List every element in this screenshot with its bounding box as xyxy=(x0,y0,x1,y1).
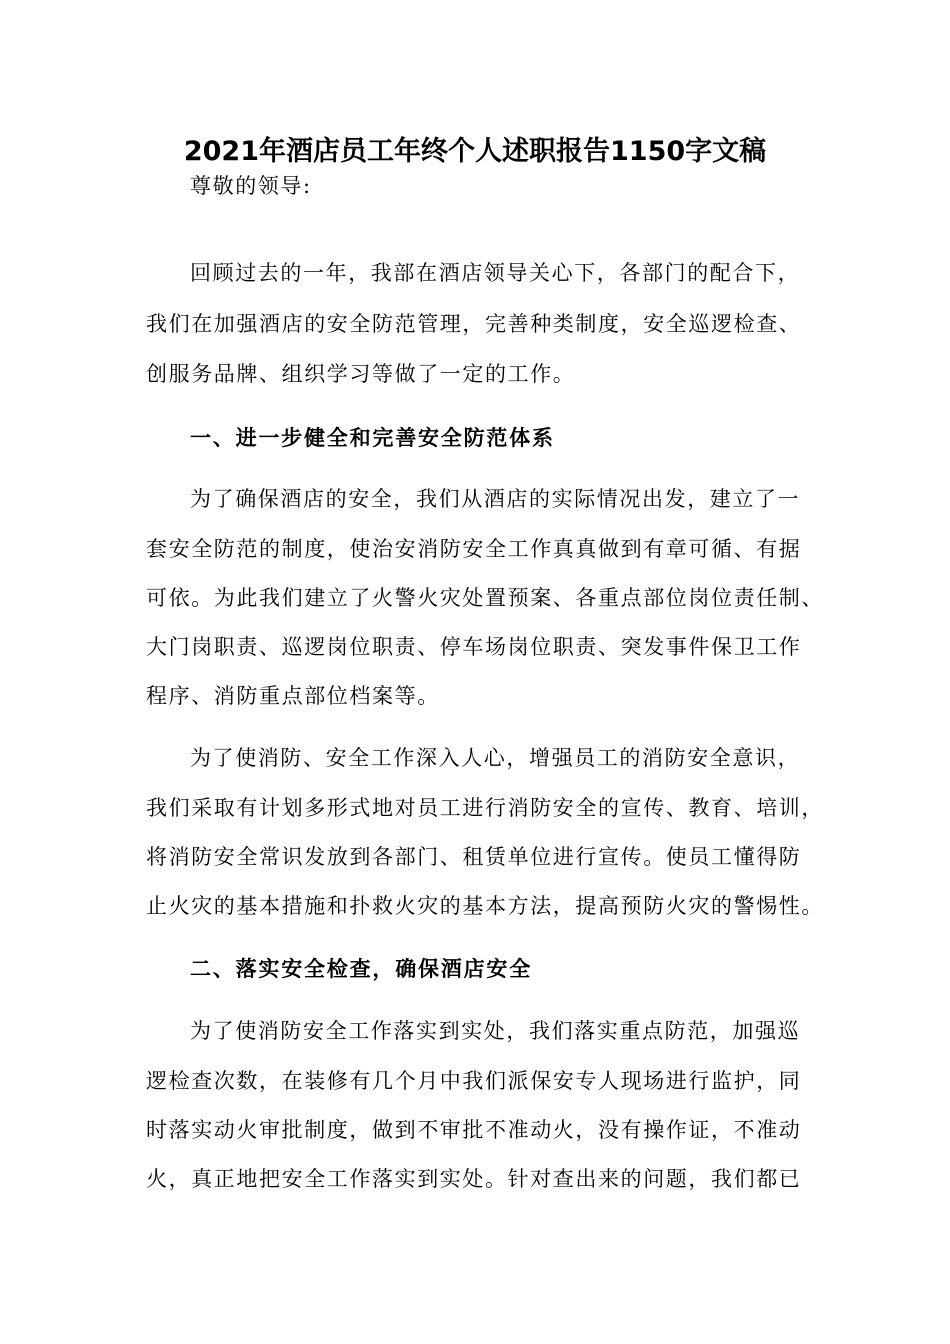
section-1-para-2-line-3: 将消防安全常识发放到各部门、租赁单位进行宣传。使员工懂得防 xyxy=(146,845,802,869)
section-2-para-1-line-1: 为了使消防安全工作落实到实处，我们落实重点防范，加强巡 xyxy=(190,1019,801,1043)
section-1-para-1-line-3: 可依。为此我们建立了火警火灾处置预案、各重点部位岗位责任制、 xyxy=(146,586,824,610)
section-1-para-1-line-4: 大门岗职责、巡逻岗位职责、停车场岗位职责、突发事件保卫工作 xyxy=(146,635,802,659)
document-title: 2021年酒店员工年终个人述职报告1150字文稿 xyxy=(183,136,767,167)
intro-line-2: 我们在加强酒店的安全防范管理，完善种类制度，安全巡逻检查、 xyxy=(146,312,802,336)
section-2-para-1-line-4: 火，真正地把安全工作落实到实处。针对查出来的问题，我们都已 xyxy=(146,1167,802,1191)
section-1-para-2-line-1: 为了使消防、安全工作深入人心，增强员工的消防安全意识， xyxy=(190,746,801,770)
section-2-para-1-line-3: 时落实动火审批制度，做到不审批不准动火，没有操作证，不准动 xyxy=(146,1118,802,1142)
section-1-para-2-line-4: 止火灾的基本措施和扑救火灾的基本方法，提高预防火灾的警惕性。 xyxy=(146,894,824,918)
intro-line-1: 回顾过去的一年，我部在酒店领导关心下，各部门的配合下， xyxy=(190,261,801,285)
salutation: 尊敬的领导: xyxy=(190,174,312,198)
section-1-para-1-line-5: 程序、消防重点部位档案等。 xyxy=(146,684,440,708)
section-1-heading: 一、进一步健全和完善安全防范体系 xyxy=(190,426,555,450)
section-2-para-1-line-2: 逻检查次数，在装修有几个月中我们派保安专人现场进行监护，同 xyxy=(146,1069,802,1093)
section-1-para-1-line-1: 为了确保酒店的安全，我们从酒店的实际情况出发，建立了一 xyxy=(190,487,801,511)
section-1-para-1-line-2: 套安全防范的制度，使治安消防安全工作真真做到有章可循、有据 xyxy=(146,537,802,561)
intro-line-3: 创服务品牌、组织学习等做了一定的工作。 xyxy=(146,362,576,386)
section-1-para-2-line-2: 我们采取有计划多形式地对员工进行消防安全的宣传、教育、培训， xyxy=(146,796,824,820)
section-2-heading: 二、落实安全检查，确保酒店安全 xyxy=(190,957,532,981)
